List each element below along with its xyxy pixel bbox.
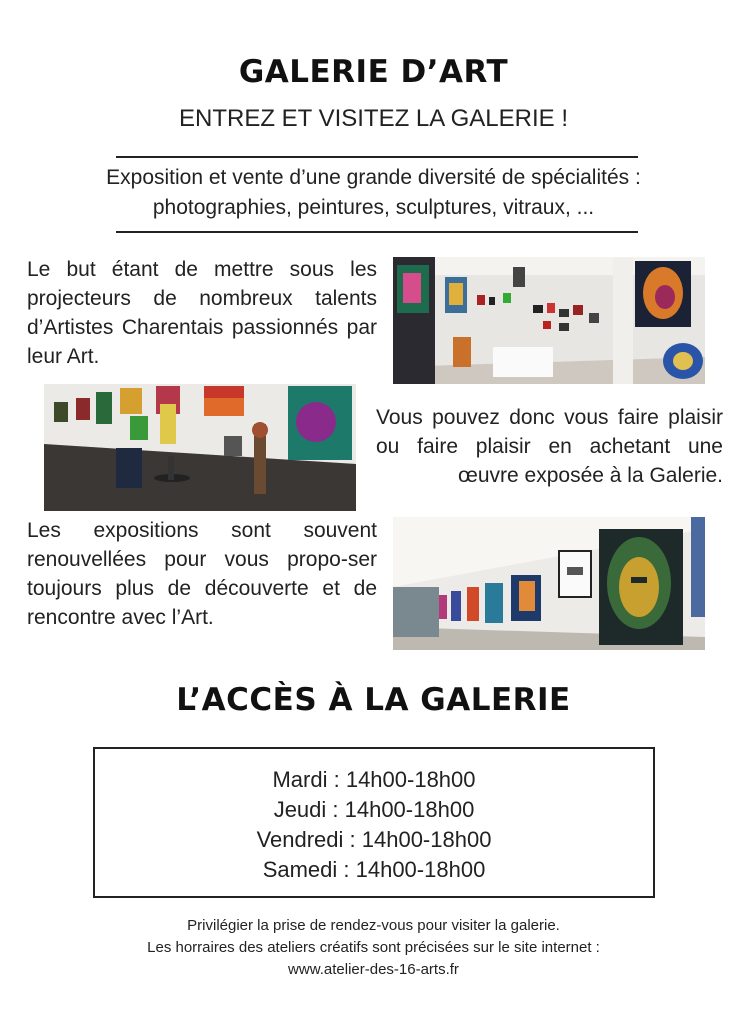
access-title: L’ACCÈS À LA GALERIE — [176, 682, 571, 718]
gallery-photo-2 — [44, 384, 356, 511]
gallery-photo-3 — [393, 517, 705, 650]
hours-saturday: Samedi : 14h00-18h00 — [262, 857, 486, 882]
hours-tuesday: Mardi : 14h00-18h00 — [272, 767, 476, 792]
page-subtitle: ENTREZ ET VISITEZ LA GALERIE ! — [179, 105, 568, 132]
intro-line-2: photographies, peintures, sculptures, vitraux, ... — [152, 196, 595, 219]
paragraph-artists: Le but étant de mettre sous les projecteurs de nombreux talents d’Artistes Charentais passionnés par leur Art. — [27, 258, 377, 368]
website-link[interactable]: www.atelier-des-16-arts.fr — [288, 961, 459, 978]
hours-friday: Vendredi : 14h00-18h00 — [256, 827, 492, 852]
paragraph-purchase: Vous pouvez donc vous faire plaisir ou faire plaisir en achetant une œuvre exposée à la Galerie. — [376, 406, 723, 487]
intro-text — [40, 163, 707, 223]
page-title: GALERIE D’ART — [238, 54, 509, 90]
gallery-photo-1 — [393, 257, 705, 384]
intro-line-1: Exposition et vente d’une grande diversité de spécialités : — [106, 166, 641, 189]
footer-appointment-note: Privilégier la prise de rendez-vous pour visiter la galerie. — [187, 917, 560, 934]
opening-hours-box — [93, 747, 655, 898]
hours-thursday: Jeudi : 14h00-18h00 — [273, 797, 475, 822]
footer — [0, 915, 747, 981]
footer-workshop-note: Les horraires des ateliers créatifs sont précisées sur le site internet : — [147, 939, 600, 956]
paragraph-exhibitions: Les expositions sont souvent renouvellées pour vous propo-ser toujours plus de découverte et de rencontre avec l’Art. — [27, 519, 377, 629]
divider-bottom — [116, 231, 638, 233]
divider-top — [116, 156, 638, 158]
